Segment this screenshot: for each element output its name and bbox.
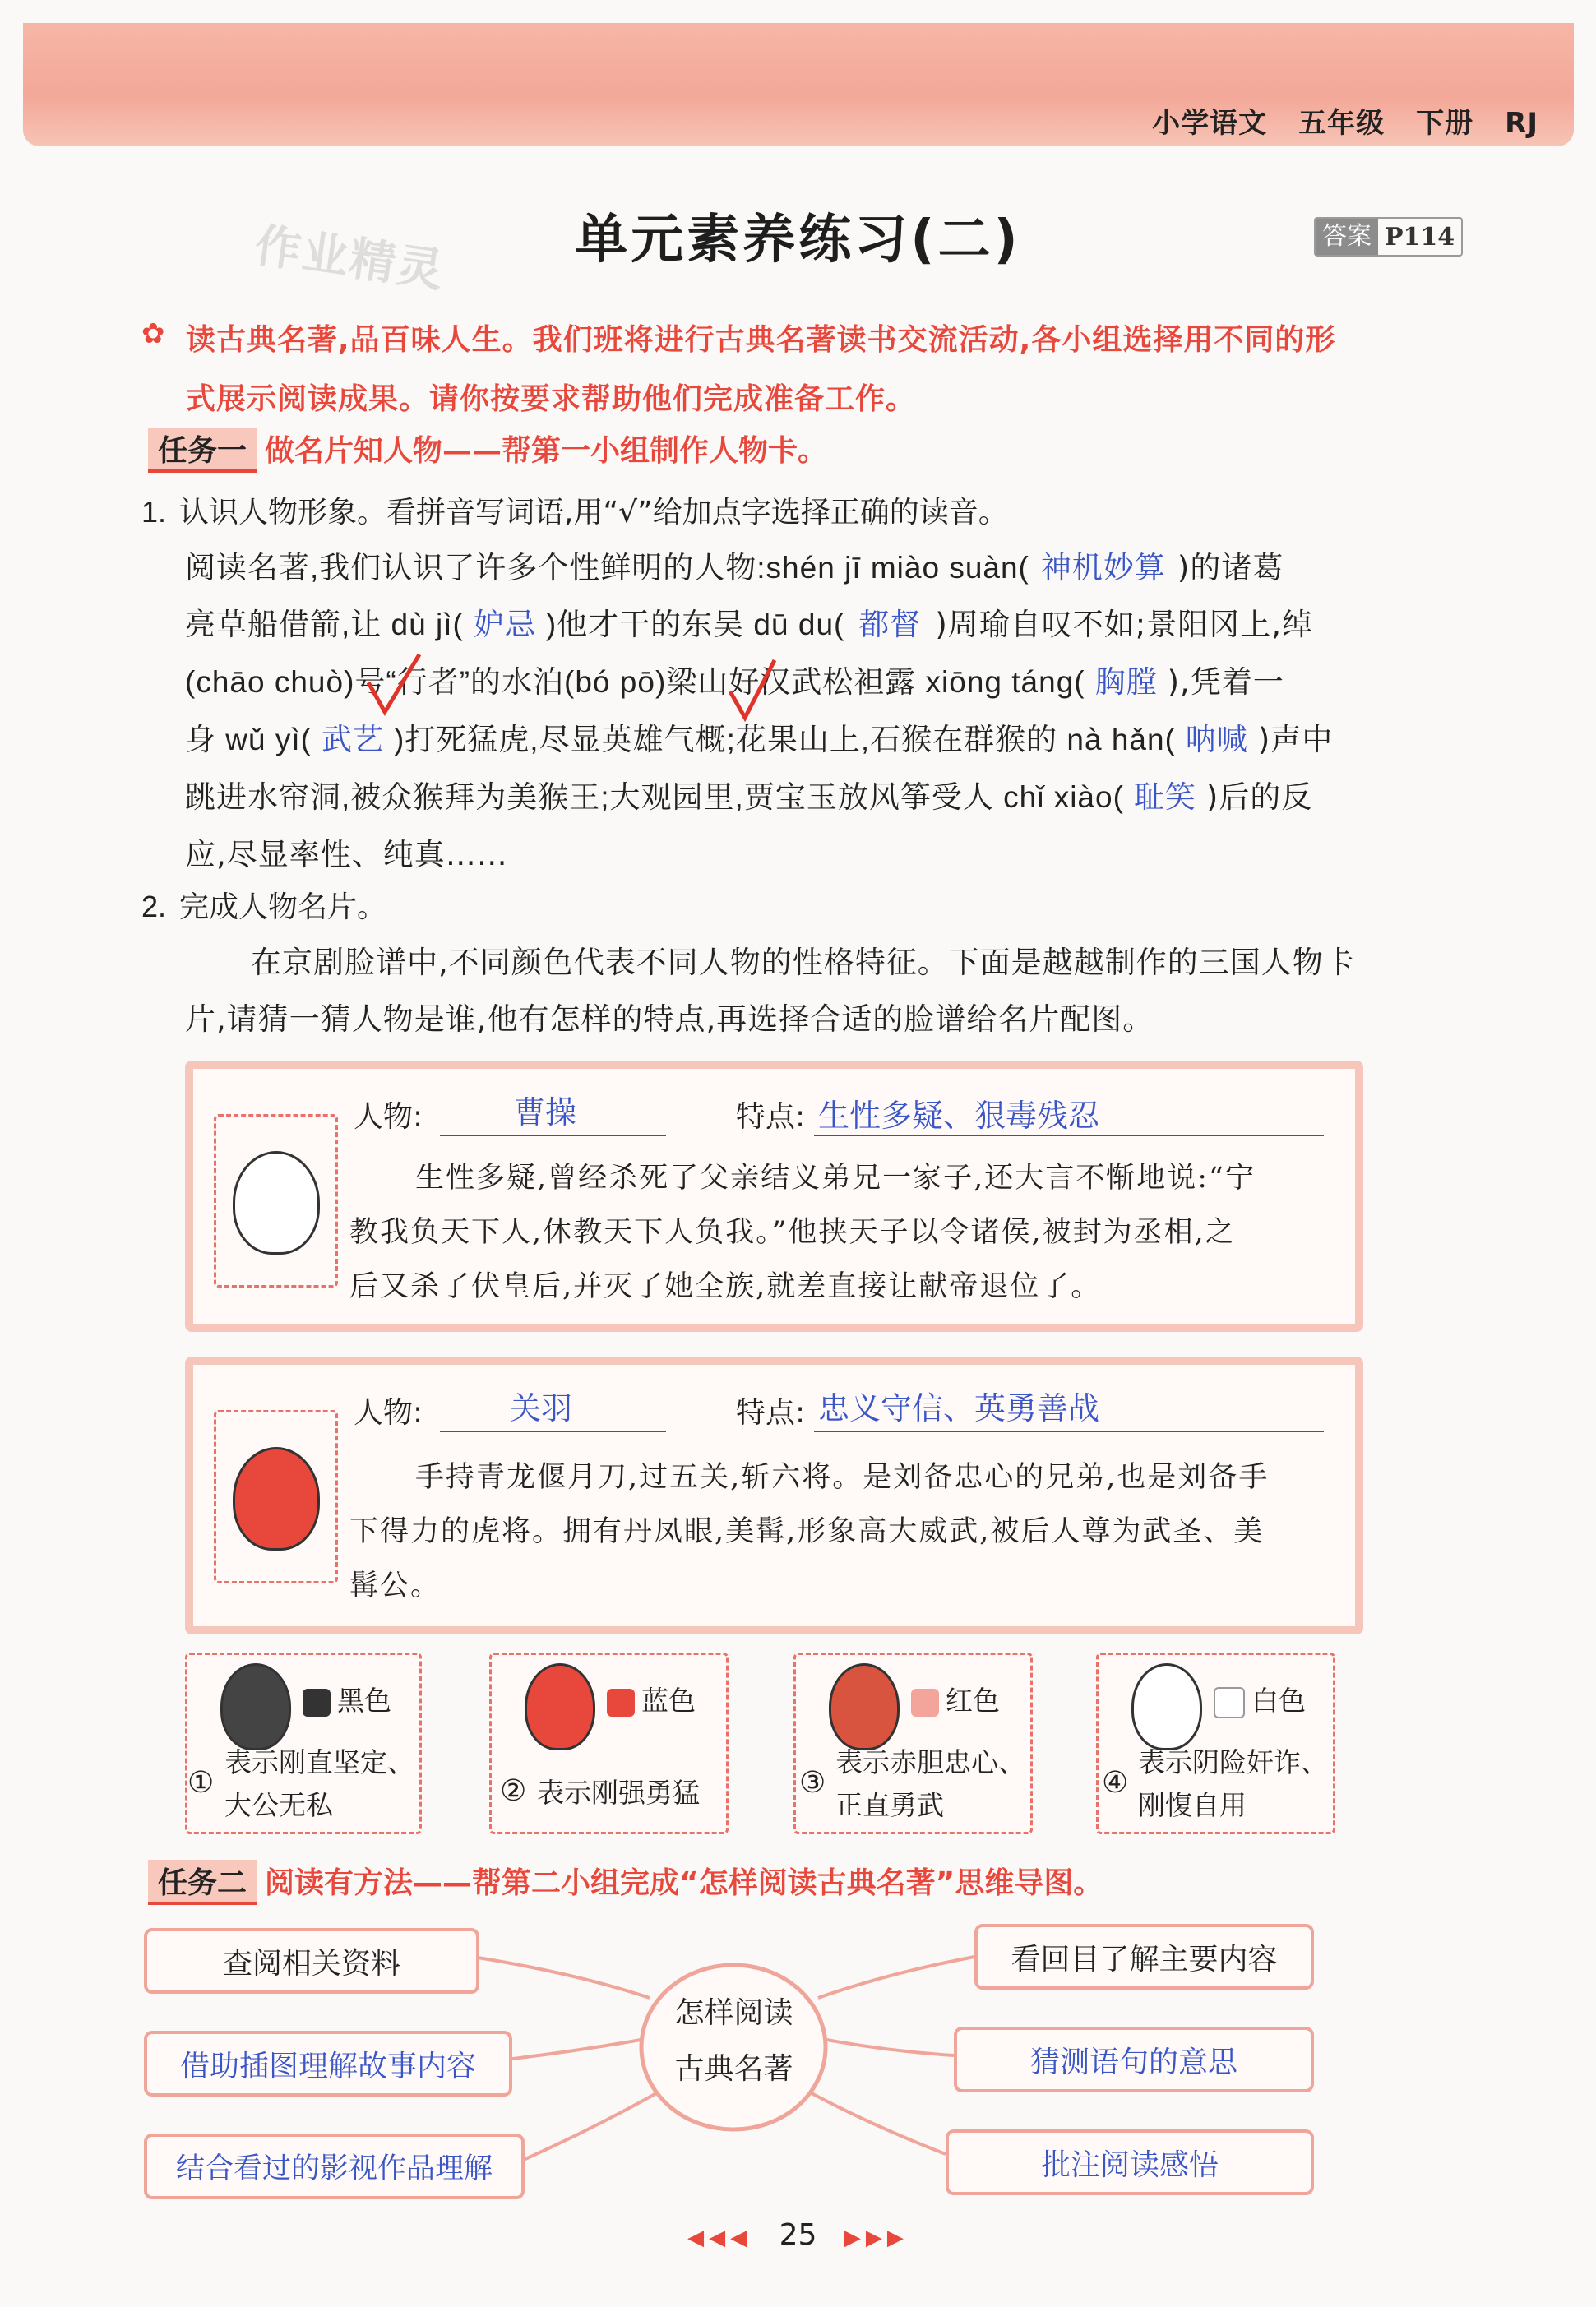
task1-heading — [148, 428, 827, 473]
text-segment: )他才干的东吴 dū du( — [545, 608, 845, 641]
q2-prompt — [141, 878, 386, 936]
text-segment: (chāo chuò)号“行者”的水泊(bó pō)梁山好汉武松袒露 xiōng táng( — [185, 665, 1085, 699]
intro-text — [156, 311, 1472, 429]
page-title: 单元素养练习(二) — [575, 210, 1021, 270]
option-number: ② — [500, 1774, 527, 1808]
trait-answer[interactable]: 生性多疑、狠毒残忍 — [818, 1098, 1100, 1134]
option-color — [607, 1680, 696, 1722]
mask-frame[interactable] — [214, 1114, 338, 1288]
card-description — [349, 1151, 1336, 1314]
connector-line — [818, 1957, 974, 1998]
task1-badge: 任务一 — [148, 428, 257, 473]
trait-answer[interactable]: 忠义守信、英勇善战 — [818, 1390, 1100, 1426]
description-line: 髯公。 — [349, 1570, 442, 1602]
q2-line-2: 片,请猜一猜人物是谁,他有怎样的特点,再选择合适的脸谱给名片配图。 — [185, 1001, 1154, 1037]
text-segment: )打死猛虎,尽显英雄气概;花果山上,石猴在群猴的 nà hǎn( — [393, 723, 1176, 756]
grade: 五年级 — [1298, 107, 1386, 140]
mask-option[interactable] — [1096, 1653, 1335, 1834]
red-white-mask-icon — [525, 1663, 595, 1750]
person-label: 人物: — [354, 1396, 423, 1430]
watermark: 作业精灵 — [251, 219, 448, 298]
page-number: 25 — [779, 2218, 817, 2252]
desc-line: 表示刚直坚定、 — [224, 1746, 414, 1778]
prev-arrows-icon: ◀◀◀ — [687, 2226, 752, 2250]
text-segment: 亮草船借箭,让 dù jì( — [185, 608, 464, 641]
answer-blank[interactable]: 武艺 — [321, 722, 384, 757]
center-line: 怎样阅读 — [674, 1996, 793, 2030]
text-segment: 阅读名著,我们认识了许多个性鲜明的人物:shén jī miào suàn( — [185, 551, 1029, 585]
text-segment: 身 wǔ yì( — [185, 723, 312, 756]
answer-blank[interactable]: 神机妙算 — [1040, 550, 1166, 585]
description-line: 后又杀了伏皇后,并灭了她全族,就差直接让献帝退位了。 — [349, 1270, 1102, 1303]
white-mask-icon — [1131, 1663, 1202, 1750]
intro-line-2: 式展示阅读成果。请你按要求帮助他们完成准备工作。 — [186, 382, 917, 416]
dark-red-mask-icon — [829, 1663, 900, 1750]
trait-line — [814, 1431, 1324, 1432]
book-meta — [1121, 100, 1538, 141]
white-mask-icon — [233, 1151, 320, 1255]
person-label: 人物: — [354, 1100, 423, 1134]
desc-line: 表示阴险奸诈、 — [1138, 1746, 1328, 1778]
mask-option[interactable] — [185, 1653, 422, 1834]
edition: RJ — [1505, 107, 1538, 140]
mindmap-node[interactable]: 结合看过的影视作品理解 — [144, 2134, 525, 2199]
q1-line-5 — [185, 769, 1451, 826]
person-line — [440, 1135, 666, 1136]
color-name: 红色 — [946, 1685, 1000, 1717]
character-card — [185, 1061, 1363, 1332]
character-card — [185, 1357, 1363, 1634]
color-swatch — [607, 1689, 635, 1717]
option-desc — [224, 1741, 414, 1827]
answer-blank[interactable]: 呐喊 — [1185, 722, 1248, 757]
mindmap-node[interactable]: 看回目了解主要内容 — [974, 1924, 1314, 1990]
black-mask-icon — [220, 1663, 291, 1750]
color-swatch — [911, 1689, 939, 1717]
mindmap-center — [650, 1986, 818, 2097]
option-color — [911, 1680, 1000, 1722]
trait-label: 特点: — [736, 1100, 806, 1134]
option-number: ④ — [1102, 1766, 1129, 1800]
flower-icon: ✿ — [141, 317, 165, 350]
text-segment: 在京剧脸谱中,不同颜色代表不同人物的性格特征。下面是越越制作的三国人物卡 — [251, 945, 1355, 980]
check-mark-icon — [362, 650, 428, 724]
task1-title: 做名片知人物——帮第一小组制作人物卡。 — [265, 434, 828, 468]
connector-line — [506, 2039, 645, 2060]
q1-line-1 — [185, 539, 1451, 597]
mindmap-node[interactable]: 查阅相关资料 — [144, 1928, 479, 1994]
connector-line — [473, 1957, 650, 1998]
page-footer — [0, 2218, 1596, 2252]
option-desc: 表示刚强勇猛 — [537, 1777, 700, 1809]
answer-blank[interactable]: 妒忌 — [473, 607, 536, 642]
option-color — [303, 1680, 391, 1722]
trait-label: 特点: — [736, 1396, 806, 1430]
option-color — [1214, 1680, 1306, 1722]
subject: 小学语文 — [1152, 107, 1268, 140]
description-line: 教我负天下人,休教天下人负我。”他挟天子以令诸侯,被封为丞相,之 — [349, 1216, 1236, 1249]
intro-line-1: 读古典名著,品百味人生。我们班将进行古典名著读书交流活动,各小组选择用不同的形 — [186, 323, 1336, 357]
color-name: 白色 — [1251, 1685, 1306, 1717]
answer-label: 答案 — [1316, 219, 1378, 255]
q2-text: 完成人物名片。 — [179, 890, 387, 924]
color-name: 黑色 — [337, 1685, 391, 1717]
task2-title: 阅读有方法——帮第二小组完成“怎样阅读古典名著”思维导图。 — [265, 1866, 1103, 1900]
answer-blank[interactable]: 耻笑 — [1133, 779, 1196, 815]
q2-line-1 — [185, 934, 1451, 992]
q1-line-2 — [185, 596, 1451, 654]
connector-line — [518, 2092, 658, 2162]
option-desc — [1138, 1741, 1328, 1827]
answer-tag[interactable] — [1314, 217, 1463, 257]
center-line: 古典名著 — [674, 2052, 793, 2086]
q1-text: 认识人物形象。看拼音写词语,用“√”给加点字选择正确的读音。 — [179, 496, 1008, 529]
volume: 下册 — [1416, 107, 1474, 140]
text-segment: ),凭着一 — [1167, 664, 1284, 700]
q2-number: 2. — [141, 890, 167, 923]
answer-blank[interactable]: 胸膛 — [1094, 664, 1158, 700]
mindmap-node[interactable]: 猜测语句的意思 — [954, 2027, 1314, 2092]
task2-badge: 任务二 — [148, 1860, 257, 1905]
check-mark-icon — [724, 654, 789, 728]
desc-line: 正直勇武 — [835, 1789, 944, 1821]
connector-line — [810, 2092, 946, 2154]
option-desc — [835, 1741, 1025, 1827]
desc-line: 大公无私 — [224, 1789, 333, 1821]
color-swatch — [1214, 1687, 1245, 1718]
desc-line: 表示赤胆忠心、 — [835, 1746, 1025, 1778]
text-segment: )的诸葛 — [1177, 550, 1284, 585]
next-arrows-icon: ▶▶▶ — [844, 2226, 909, 2250]
answer-page: P114 — [1385, 222, 1455, 252]
mindmap-node[interactable]: 借助插图理解故事内容 — [144, 2031, 512, 2097]
person-line — [440, 1431, 666, 1432]
option-number: ③ — [799, 1766, 826, 1800]
mindmap-node[interactable]: 批注阅读感悟 — [946, 2129, 1314, 2195]
q1-prompt — [141, 483, 1008, 542]
description-line: 手持青龙偃月刀,过五关,斩六将。是刘备忠心的兄弟,也是刘备手 — [415, 1461, 1270, 1494]
mask-frame[interactable] — [214, 1410, 338, 1583]
text-segment: )后的反 — [1205, 779, 1313, 815]
person-answer[interactable]: 曹操 — [514, 1094, 577, 1130]
text-segment: 跳进水帘洞,被众猴拜为美猴王;大观园里,贾宝玉放风筝受人 chǐ xiào( — [185, 780, 1124, 814]
mask-option[interactable] — [489, 1653, 729, 1834]
card-description — [349, 1450, 1336, 1613]
description-line: 生性多疑,曾经杀死了父亲结义弟兄一家子,还大言不惭地说:“宁 — [415, 1162, 1256, 1195]
q1-number: 1. — [141, 495, 167, 529]
color-swatch — [303, 1689, 331, 1717]
option-number: ① — [187, 1766, 215, 1800]
red-mask-icon — [233, 1447, 320, 1551]
desc-line: 刚愎自用 — [1138, 1789, 1247, 1821]
mask-option[interactable] — [793, 1653, 1033, 1834]
text-segment: )周瑜自叹不如;景阳冈上,绰 — [935, 607, 1314, 642]
task2-heading — [148, 1860, 1103, 1905]
q1-line-6: 应,尽显率性、纯真…… — [185, 837, 508, 872]
text-segment: )声中 — [1257, 722, 1334, 757]
person-answer[interactable]: 关羽 — [510, 1390, 573, 1426]
connector-line — [822, 2039, 954, 2055]
description-line: 下得力的虎将。拥有丹凤眼,美髯,形象高大威武,被后人尊为武圣、美 — [349, 1515, 1265, 1548]
answer-blank[interactable]: 都督 — [858, 607, 922, 642]
color-name: 蓝色 — [641, 1685, 696, 1717]
